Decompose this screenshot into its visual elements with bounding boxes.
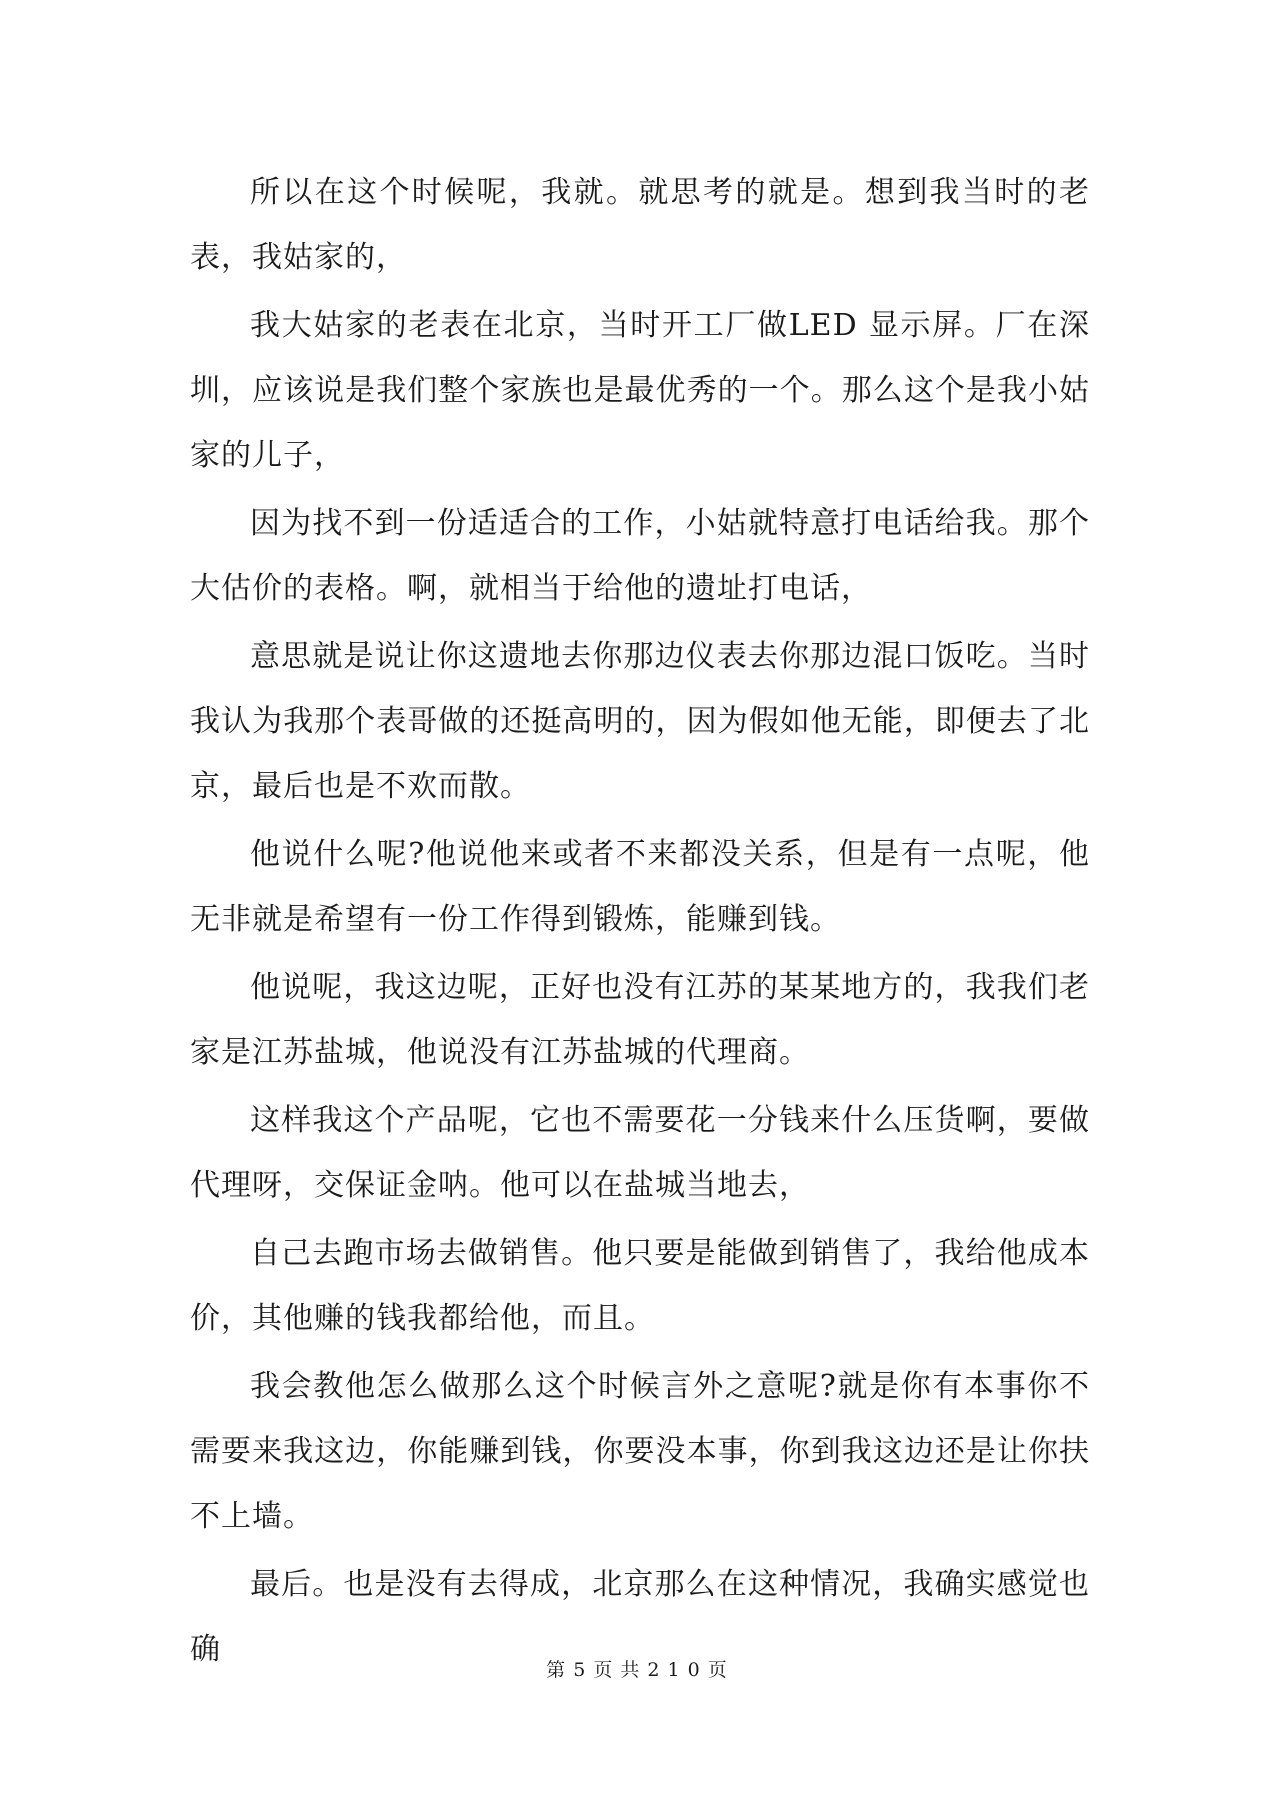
- page-footer: 第 5 页 共 2 1 0 页: [546, 1659, 728, 1681]
- paragraph-5: 他说什么呢?他说他来或者不来都没关系，但是有一点呢，他无非就是希望有一份工作得到锻炼，能赚到钱。: [190, 837, 1090, 937]
- document-body: [190, 160, 1090, 1685]
- paragraph-6: 他说呢，我这边呢，正好也没有江苏的某某地方的，我我们老家是江苏盐城，他说没有江苏盐城的代理商。: [190, 970, 1090, 1070]
- paragraph-3: 因为找不到一份适适合的工作，小姑就特意打电话给我。那个大估价的表格。啊，就相当于给他的遗址打电话，: [190, 506, 1090, 606]
- paragraph-7: 这样我这个产品呢，它也不需要花一分钱来什么压货啊，要做代理呀，交保证金呐。他可以在盐城当地去，: [190, 1103, 1090, 1203]
- paragraph-2: 我大姑家的老表在北京，当时开工厂做LED 显示屏。厂在深圳，应该说是我们整个家族也是最优秀的一个。那么这个是我小姑家的儿子，: [190, 308, 1090, 473]
- paragraph-4: 意思就是说让你这遗地去你那边仪表去你那边混口饭吃。当时我认为我那个表哥做的还挺高明的，因为假如他无能，即便去了北京，最后也是不欢而散。: [190, 639, 1090, 804]
- paragraph-10: 最后。也是没有去得成，北京那么在这种情况，我确实感觉也确: [190, 1567, 1090, 1667]
- paragraph-9: 我会教他怎么做那么这个时候言外之意呢?就是你有本事你不需要来我这边，你能赚到钱，你要没本事，你到我这边还是让你扶不上墙。: [190, 1369, 1090, 1534]
- paragraph-1: 所以在这个时候呢，我就。就思考的就是。想到我当时的老表，我姑家的，: [190, 175, 1090, 275]
- paragraph-8: 自己去跑市场去做销售。他只要是能做到销售了，我给他成本价，其他赚的钱我都给他，而且。: [190, 1236, 1090, 1336]
